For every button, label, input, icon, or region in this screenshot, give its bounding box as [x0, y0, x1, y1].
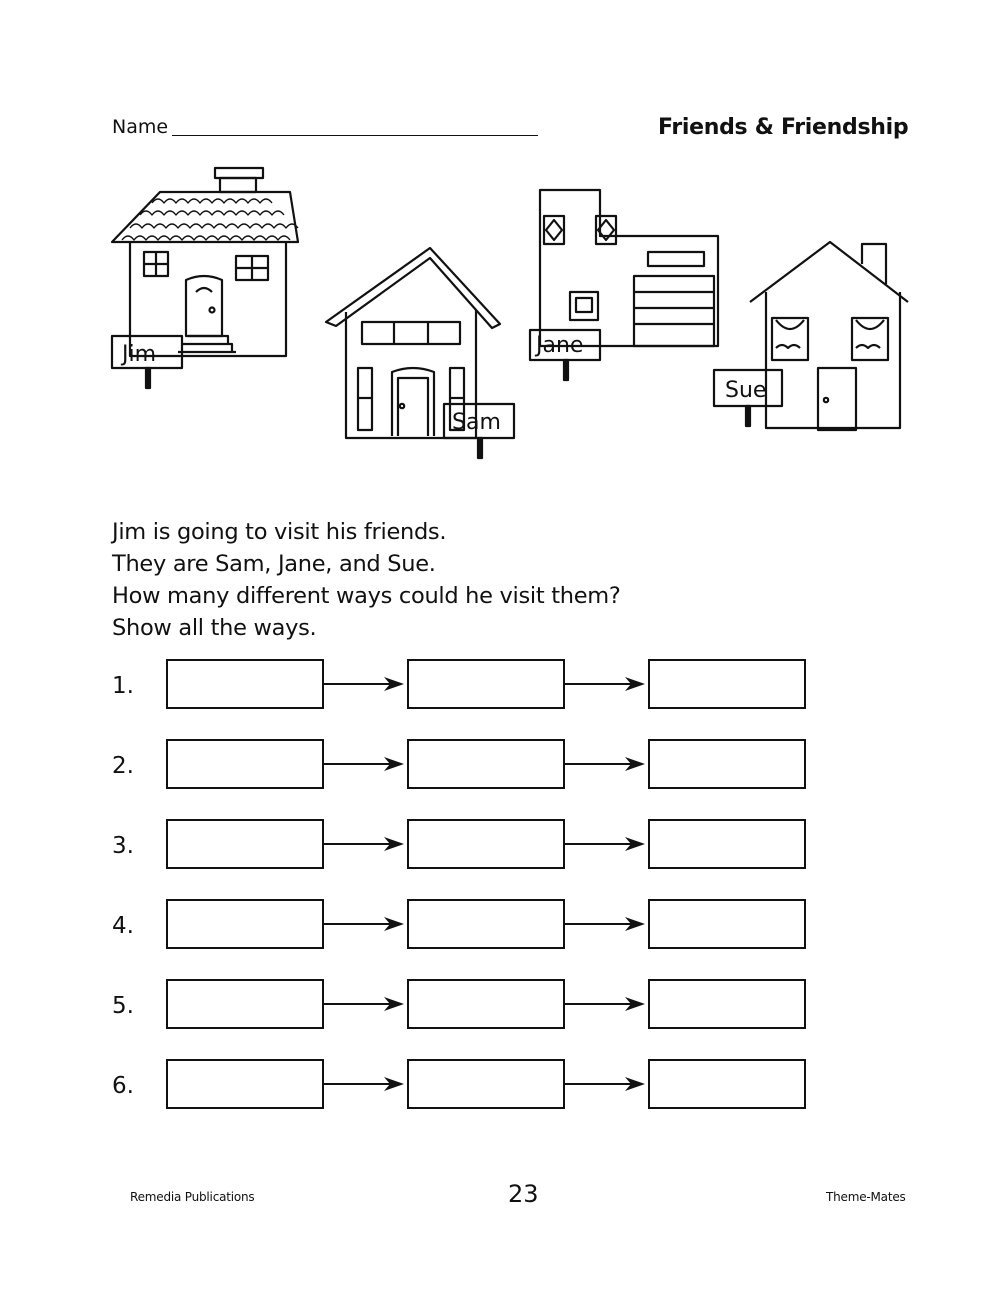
- answer-box-third[interactable]: [648, 659, 806, 709]
- answer-box-second[interactable]: [407, 739, 565, 789]
- arrow-right-icon: [565, 915, 648, 933]
- row-number: 4.: [112, 913, 134, 939]
- arrow-right-icon: [565, 1075, 648, 1093]
- page-number: 23: [508, 1180, 539, 1208]
- answer-box-third[interactable]: [648, 899, 806, 949]
- arrow-right-icon: [565, 755, 648, 773]
- sign-sam: Sam: [452, 410, 501, 435]
- row-number: 1.: [112, 673, 134, 699]
- answer-rows: [108, 655, 828, 1135]
- sign-jane: Jane: [536, 333, 584, 358]
- arrow-right-icon: [565, 995, 648, 1013]
- answer-box-second[interactable]: [407, 979, 565, 1029]
- jane-house: [530, 190, 718, 380]
- sam-house: [326, 248, 514, 458]
- prompt-line: Jim is going to visit his friends.: [112, 519, 447, 545]
- row-number: 5.: [112, 993, 134, 1019]
- answer-box-third[interactable]: [648, 1059, 806, 1109]
- answer-box-first[interactable]: [166, 819, 324, 869]
- answer-box-third[interactable]: [648, 739, 806, 789]
- name-line: [172, 135, 538, 136]
- footer-publisher: Remedia Publications: [130, 1190, 255, 1204]
- arrow-right-icon: [324, 675, 407, 693]
- answer-box-first[interactable]: [166, 1059, 324, 1109]
- answer-box-first[interactable]: [166, 899, 324, 949]
- arrow-right-icon: [565, 835, 648, 853]
- page-title: Friends & Friendship: [658, 115, 909, 140]
- answer-box-first[interactable]: [166, 659, 324, 709]
- prompt-line: They are Sam, Jane, and Sue.: [112, 551, 436, 577]
- prompt-line: Show all the ways.: [112, 615, 317, 641]
- answer-row: [108, 815, 828, 895]
- answer-box-second[interactable]: [407, 899, 565, 949]
- jim-house: [112, 168, 298, 388]
- footer-series: Theme-Mates: [826, 1190, 906, 1204]
- answer-row: [108, 735, 828, 815]
- arrow-right-icon: [324, 755, 407, 773]
- arrow-right-icon: [565, 675, 648, 693]
- answer-box-third[interactable]: [648, 979, 806, 1029]
- answer-box-first[interactable]: [166, 979, 324, 1029]
- arrow-right-icon: [324, 995, 407, 1013]
- prompt-line: How many different ways could he visit them?: [112, 583, 621, 609]
- answer-box-second[interactable]: [407, 1059, 565, 1109]
- answer-row: [108, 1055, 828, 1135]
- name-label: Name: [112, 116, 169, 138]
- arrow-right-icon: [324, 1075, 407, 1093]
- sign-sue: Sue: [725, 378, 767, 403]
- answer-row: [108, 655, 828, 735]
- answer-box-second[interactable]: [407, 819, 565, 869]
- sign-jim: Jim: [122, 342, 157, 367]
- answer-row: [108, 895, 828, 975]
- answer-box-first[interactable]: [166, 739, 324, 789]
- arrow-right-icon: [324, 835, 407, 853]
- sue-house: [714, 242, 908, 430]
- word-problem: [112, 516, 621, 644]
- row-number: 2.: [112, 753, 134, 779]
- houses-illustration: [100, 160, 920, 470]
- answer-row: [108, 975, 828, 1055]
- arrow-right-icon: [324, 915, 407, 933]
- answer-box-third[interactable]: [648, 819, 806, 869]
- row-number: 3.: [112, 833, 134, 859]
- answer-box-second[interactable]: [407, 659, 565, 709]
- row-number: 6.: [112, 1073, 134, 1099]
